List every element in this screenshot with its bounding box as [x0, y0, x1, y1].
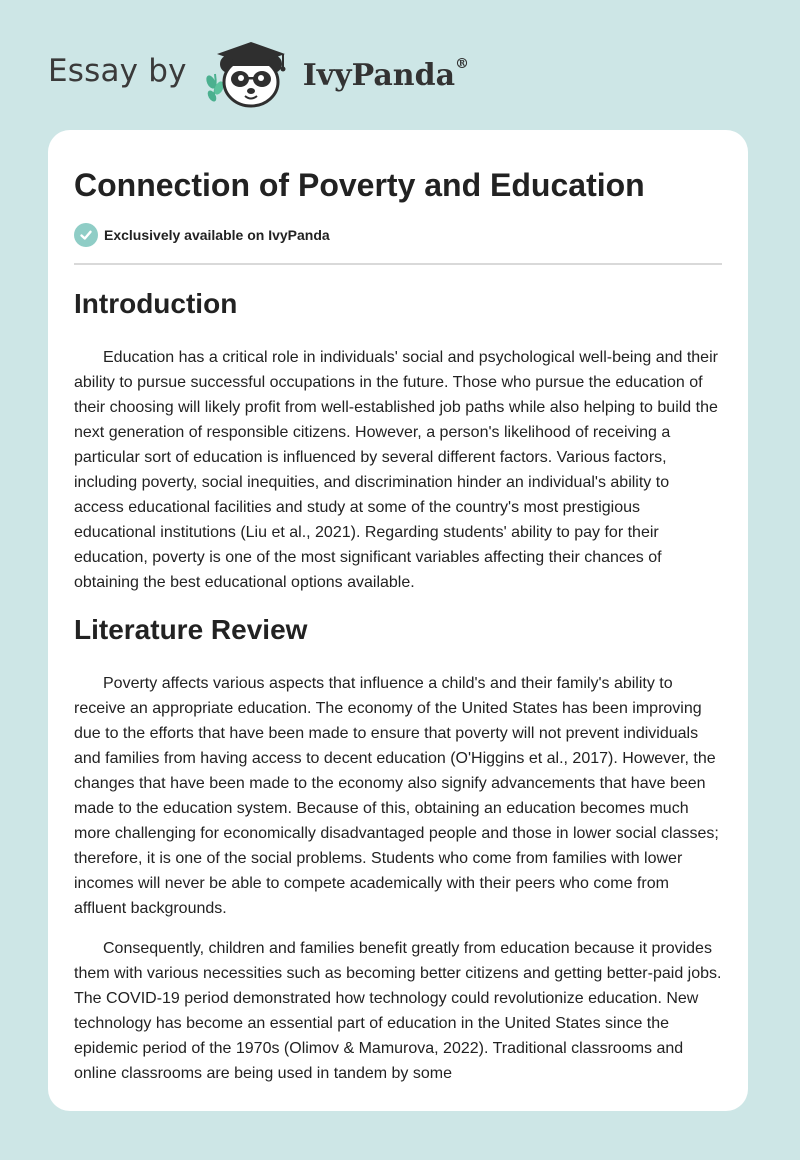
panda-graduate-logo-icon[interactable] — [203, 38, 299, 110]
section-heading: Introduction — [74, 288, 238, 319]
check-circle-icon — [74, 223, 98, 247]
essay-card — [48, 130, 748, 1111]
title-divider — [74, 263, 722, 265]
section-literature-review — [74, 613, 722, 1086]
page-title: Connection of Poverty and Education — [74, 167, 645, 203]
section-introduction — [74, 287, 722, 595]
paragraph: Consequently, children and families benefit greatly from education because it provides them with various necessities such as becoming better citizens and getting better-paid jobs. The COVID-19 period demonstrated how technology could revolutionize education. New technology has become an essential part of education in the United States since the epidemic period of the 1970s (Olimov & Mamurova, 2022). Traditional classrooms and online classrooms are being used in tandem by some — [74, 940, 722, 1082]
brand-name-text[interactable]: IvyPanda — [302, 57, 456, 93]
paragraph: Poverty affects various aspects that influence a child's and their family's ability to receive an appropriate education. The economy of the United States has been improving due to the efforts that have been made to ensure that poverty will not prevent individuals and families from having access to decent education (O'Higgins et al., 2017). However, the changes that have been made to the economy also signify advancements that have been made to the education system. Because of this, obtaining an education becomes much more challenging for economically disadvantaged people and those in lower social classes; therefore, it is one of the social problems. Students who come from families with lower incomes will never be able to compete academically with their peers who come from affluent backgrounds. — [74, 675, 719, 917]
brand-name[interactable] — [302, 55, 470, 93]
site-header — [48, 38, 469, 110]
paragraph: Education has a critical role in individuals' social and psychological well-being and their ability to pursue successful occupations in the future. Those who pursue the education of their choosing will likely profit from well-established job paths while also helping to build the next generation of responsible citizens. However, a person's likelihood of receiving a particular sort of education is influenced by several different factors. Various factors, including poverty, social inequities, and discrimination hinder an individual's ability to access educational facilities and study at some of the country's most prestigious educational institutions (Liu et al., 2021). Regarding students' ability to pay for their education, poverty is one of the most significant variables affecting their chances of obtaining the best educational options available. — [74, 349, 718, 591]
essay-by-label: Essay by — [48, 53, 187, 89]
badge-text: Exclusively available on IvyPanda — [104, 227, 330, 243]
checkmark-glyph — [79, 228, 93, 242]
section-heading: Literature Review — [74, 614, 308, 645]
registered-mark: ® — [455, 55, 470, 72]
exclusive-badge — [74, 222, 722, 248]
